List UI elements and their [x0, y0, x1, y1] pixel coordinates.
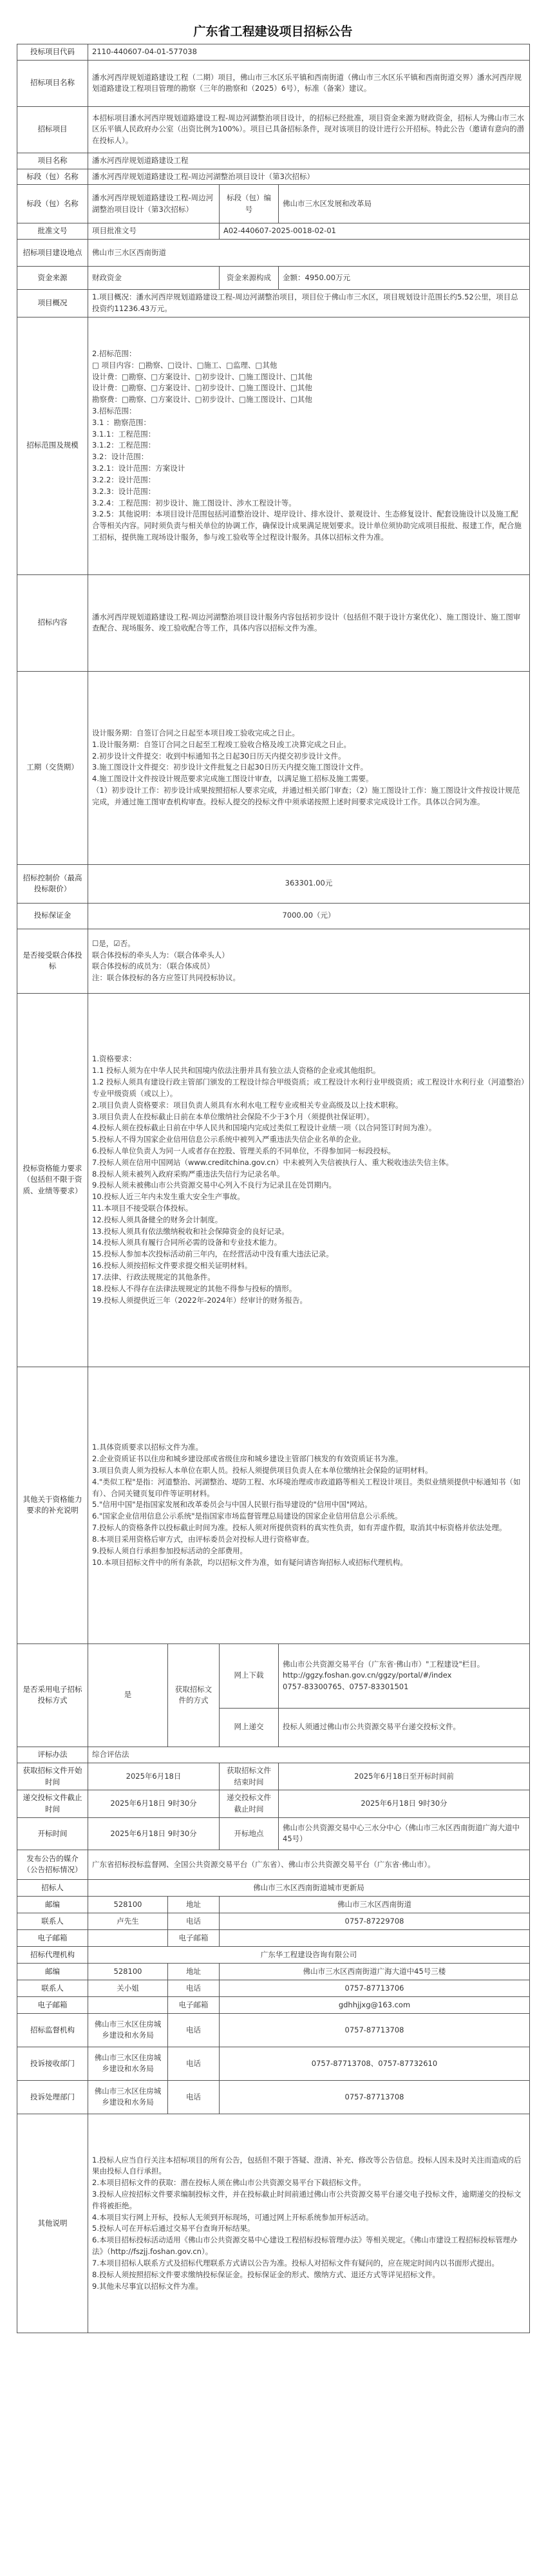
row-electronic-1	[17, 1643, 530, 1708]
label-complaint-dept: 投诉处理部门	[17, 2080, 88, 2114]
scope-line: 设计费：□勘察、□方案设计、□初步设计、□施工图设计、□其他	[92, 372, 312, 381]
label-other-req: 其他关于资格能力要求的补充说明	[17, 1367, 88, 1643]
note-line: 6.本项目招标投标活动适用《佛山市公共资源交易中心建设工程招标投标管理办法》等相关规定。《佛山市建设工程招标投标管理办法》（http://fszjj.foshan.gov.cn）。	[92, 2235, 518, 2257]
value-agency-addr: 佛山市三水区西南街道广海大道中45号三楼	[220, 1963, 530, 1980]
period-line: 4.施工图设计文件按设计规范要求完成施工图设计审查，以满足施工招标及施工需要。	[92, 774, 373, 784]
row-bond	[17, 903, 530, 929]
row-section-code	[17, 185, 530, 223]
scope-line: 3.1.1：工程范围：	[92, 429, 156, 439]
qual-line: 19.投标人须提供近三年（2022年-2024年）经审计的财务报告。	[92, 1295, 307, 1305]
row-scope	[17, 317, 530, 574]
label-open-place: 开标地点	[220, 1817, 279, 1850]
value-other-req	[88, 1367, 530, 1643]
doc-method-text: 佛山市公共资源交易平台（广东省·佛山市）"工程建设"栏目。	[283, 1659, 485, 1669]
other-req-line: 3.项目负责人须为投标人本单位在职人员。投标人须提供项目负责人在本单位缴纳社会保险的证明材料。	[92, 1466, 433, 1475]
period-line: 3.施工图设计文件提交：初步设计文件批复之日起30日历天内提交施工图设计文件。	[92, 762, 368, 772]
other-req-line: 1.具体资质要求以招标文件为准。	[92, 1443, 203, 1452]
qual-line: 1.1 投标人须为在中华人民共和国境内依法注册并具有独立法人资格的企业或其他组织。	[92, 1066, 381, 1075]
row-overview	[17, 290, 530, 317]
qual-line: 18.投标人不得存在法律法规规定的其他不得参与投标的情形。	[92, 1283, 297, 1293]
value-agency-email-blank	[88, 1996, 168, 2013]
label-tenderer-zip: 邮编	[17, 1896, 88, 1913]
consortium-choice: ☐是，☑否。	[92, 938, 135, 948]
label-scope: 招标范围及规模	[17, 317, 88, 574]
row-other-notes	[17, 2114, 530, 2333]
label-agency: 招标代理机构	[17, 1946, 88, 1963]
row-open	[17, 1817, 530, 1850]
row-agency-contact	[17, 1980, 530, 1996]
consortium-line: 注：联合体投标的各方应签订共同投标协议。	[92, 973, 240, 983]
label-supervisor-phone: 电话	[168, 2013, 220, 2047]
other-req-line: 9.投标人须自行承担参加投标活动的全部费用。	[92, 1546, 247, 1555]
scope-line: 3.2.3：设计范围：	[92, 486, 156, 496]
value-price: 363301.00元	[88, 864, 530, 903]
row-content	[17, 574, 530, 671]
label-section-code: 标段（包）名称	[17, 185, 88, 223]
qual-line: 15.投标人参加本次投标活动前三年内，在经营活动中没有重大违法记录。	[92, 1249, 334, 1259]
value-code: 2110-440607-04-01-577038	[88, 44, 530, 61]
scope-line: 3.2.5：其他说明：本项目设计范围包括河道整治设计、堤岸设计、排水设计、景观设计、生态修复设计、配套设施设计以及施工配合等相关内容。同时须负责与相关单位的协调工作，确保设计成果满足规划要求。设计单位须协助完成项目报批、报建工作，配合施工招标，提供施工现场设计服务，参与竣工验收等全过程设计服务。具体以招标文件为准。	[92, 509, 522, 542]
row-complaint	[17, 2047, 530, 2080]
value-question-end: 2025年6月18日 9时30分	[88, 1790, 220, 1818]
scope-line: 勘察费：□勘察、□方案设计、□初步设计、□施工图设计、□其他	[92, 395, 312, 404]
qual-line: 13.投标人须具有依法缴纳税收和社会保障资金的良好记录。	[92, 1226, 289, 1236]
value-bond: 7000.00（元）	[88, 903, 530, 929]
label-fund-amount: 资金来源构成	[220, 267, 279, 290]
other-req-line: 6."国家企业信用信息公示系统"是指国家市场监督管理总局建设的国家企业信用信息公示系统。	[92, 1511, 402, 1521]
row-period	[17, 671, 530, 864]
qual-line: 8.投标人须未被列入政府采购严重违法失信行为记录名单。	[92, 1169, 285, 1179]
other-req-line: 8.本项目采用资格后审方式，由评标委员会对投标人进行资格审查。	[92, 1534, 314, 1544]
label-complaint-phone: 电话	[168, 2047, 220, 2080]
qual-line: 4.投标人须在投标截止日前在中华人民共和国境内完成过类似工程设计业绩一项（以合同签订时间为准）。	[92, 1123, 437, 1133]
label-complaint-dept-phone: 电话	[168, 2080, 220, 2114]
row-agency-email	[17, 1996, 530, 2013]
label-tenderer-email-l: 电子邮箱	[17, 1929, 88, 1946]
note-line: 1.投标人应当自行关注本招标项目的所有公告，包括但不限于答疑、澄清、补充、修改等公告信息。投标人因未及时关注而造成的后果由投标人自行承担。	[92, 2155, 522, 2176]
row-projects	[17, 106, 530, 153]
label-complaint: 投诉接收部门	[17, 2047, 88, 2080]
label-period: 工期（交货期）	[17, 671, 88, 864]
value-agency-email: gdhhjjxg@163.com	[220, 1996, 530, 2013]
row-project-name	[17, 153, 530, 169]
value-approval-doc: A02-440607-2025-0018-02-01	[220, 223, 530, 240]
row-media	[17, 1850, 530, 1879]
row-tenderer-contact	[17, 1913, 530, 1929]
qual-line: 9.投标人须未被佛山市公共资源交易中心列入不良行为记录且在处罚期内。	[92, 1180, 336, 1190]
row-tenderer	[17, 1879, 530, 1896]
value-complaint-phone: 0757-87713708、0757-87732610	[220, 2047, 530, 2080]
qual-line: 1.2 投标人须具有建设行政主管部门颁发的工程设计综合甲级资质；或工程设计水利行业甲级资质；或工程设计水利行业（河道整治）专业甲级资质（或以上）。	[92, 1077, 525, 1098]
value-agency-zip: 528100	[88, 1963, 168, 1980]
value-complaint: 佛山市三水区住房城乡建设和水务局	[88, 2047, 168, 2080]
note-line: 2.本项目招标文件的获取：潜在投标人须在佛山市公共资源交易平台下载招标文件。	[92, 2178, 366, 2188]
label-agency-email-l: 电子邮箱	[17, 1996, 88, 2013]
period-line: （1）初步设计工作：初步设计成果按照招标人要求完成，并通过相关部门审查；（2）施工图设计工作：施工图设计文件按设计规范完成，并通过施工图审查机构审查。投标人提交的投标文件中须承诺按照上述时间要求完成设计工作。具体以合同为准。	[92, 786, 520, 806]
qual-line: 12.投标人须具备健全的财务会计制度。	[92, 1215, 223, 1224]
label-agency-email: 电子邮箱	[168, 1996, 220, 2013]
value-bid-deadline: 2025年6月18日 9时30分	[279, 1790, 530, 1818]
value-tenderer-email-blank	[88, 1929, 168, 1946]
label-section-main: 标段（包）名称	[17, 169, 88, 185]
value-tenderer: 佛山市三水区西南街道城市更新局	[88, 1879, 530, 1896]
value-bid-method-detail: 投标人须通过佛山市公共资源交易平台递交投标文件。	[279, 1708, 530, 1747]
value-complaint-dept: 佛山市三水区住房城乡建设和水务局	[88, 2080, 168, 2114]
scope-line: 3.1.2：工程范围：	[92, 440, 156, 450]
scope-line: □ 项目内容：□勘察、□设计、□施工、□监理、□其他	[92, 360, 278, 370]
row-code	[17, 44, 530, 61]
value-tenderer-phone: 0757-87229708	[220, 1913, 530, 1929]
value-approval-lbl: 项目批准文号	[88, 223, 220, 240]
label-section-code-2: 标段（包）编号	[220, 185, 279, 223]
doc-method-url[interactable]: http://ggzy.foshan.gov.cn/ggzy/portal/#/index	[283, 1671, 452, 1680]
value-supervisor-phone: 0757-87713708	[220, 2013, 530, 2047]
value-bid-method: 网上递交	[220, 1708, 279, 1747]
value-agency-phone: 0757-87713706	[220, 1980, 530, 1996]
value-complaint-dept-phone: 0757-87713708	[220, 2080, 530, 2114]
scope-line: 3.2.4：工程范围：初步设计、施工图设计、涉水工程设计等。	[92, 498, 296, 507]
row-price	[17, 864, 530, 903]
row-doc-time	[17, 1763, 530, 1790]
value-qualification	[88, 993, 530, 1367]
qual-line: 11.本项目不接受联合体投标。	[92, 1204, 193, 1213]
label-project-name: 项目名称	[17, 153, 88, 169]
note-line: 5.投标人可在开标后通过交易平台查询开标结果。	[92, 2224, 255, 2233]
label-approval: 批准文号	[17, 223, 88, 240]
note-line: 7.本项目招标人联系方式及招标代理联系方式请以公告为准。投标人对招标文件有疑问的，应在规定时间内以书面形式提出。	[92, 2258, 499, 2268]
label-tenderer-phone: 电话	[168, 1913, 220, 1929]
row-supervisor	[17, 2013, 530, 2047]
qual-line: 10.投标人近三年内未发生重大安全生产事故。	[92, 1192, 245, 1202]
qual-line: 2.项目负责人资格要求：项目负责人须具有水利水电工程专业或相关专业高级及以上技术职称。	[92, 1100, 403, 1110]
row-approval-doc	[17, 223, 530, 240]
period-line: 2.初步设计文件提交：收到中标通知书之日起30日历天内提交初步设计文件。	[92, 751, 346, 761]
scope-line: 设计费：□勘察、□方案设计、□初步设计、□施工图设计、□其他	[92, 383, 312, 393]
label-projects: 招标项目	[17, 106, 88, 153]
value-overview: 1.项目概况：潘水河西岸规划道路建设工程-周边河湖整治项目，项目位于佛山市三水区，项目规划设计范围长约5.52公里，项目总投资约11236.43万元。	[88, 290, 530, 317]
note-line: 3.投标人应按招标文件要求编制投标文件，并在投标截止时间前通过佛山市公共资源交易平台递交电子投标文件，逾期递交的投标文件将被拒绝。	[92, 2190, 522, 2210]
doc-method-phone: 0757-83300765、0757-83301501	[283, 1682, 409, 1692]
value-agency: 广东华工程建设咨询有限公司	[88, 1946, 530, 1963]
row-other-req	[17, 1367, 530, 1643]
label-content: 招标内容	[17, 574, 88, 671]
value-electronic: 是	[88, 1643, 168, 1747]
value-section-text: 潘水河西岸规划道路建设工程-周边河湖整治项目设计（第3次招标）	[88, 185, 220, 223]
value-doc-method: 网上下载	[220, 1643, 279, 1708]
label-tenderer-email: 电子邮箱	[168, 1929, 220, 1946]
row-tenderer-email	[17, 1929, 530, 1946]
value-other-notes	[88, 2114, 530, 2333]
row-eval	[17, 1747, 530, 1763]
consortium-line: 联合体投标的牵头人为：（联合体牵头人）	[92, 950, 229, 960]
scope-line: 3.1 ：勘察范围：	[92, 417, 151, 427]
page-title: 广东省工程建设项目招标公告	[193, 24, 353, 39]
note-line: 9.其他未尽事宜以招标文件为准。	[92, 2281, 203, 2291]
value-tenderer-contact: 卢先生	[88, 1913, 168, 1929]
consortium-line: 联合体投标的成员为：（联合体成员）	[92, 961, 214, 971]
value-tenderer-addr: 佛山市三水区西南街道	[220, 1896, 530, 1913]
label-bond: 投标保证金	[17, 903, 88, 929]
notice-table	[17, 44, 530, 2333]
row-tenderer-addr	[17, 1896, 530, 1913]
value-tenderer-email	[220, 1929, 530, 1946]
row-funding	[17, 267, 530, 290]
label-supervisor: 招标监督机构	[17, 2013, 88, 2047]
qual-line: 14.投标人须具有履行合同所必需的设备和专业技术能力。	[92, 1238, 282, 1247]
value-location: 佛山市三水区西南街道	[88, 240, 530, 267]
value-supervisor: 佛山市三水区住房城乡建设和水务局	[88, 2013, 168, 2047]
scope-line: 3.招标范围：	[92, 406, 136, 416]
label-media: 发布公告的媒介（公告招标情况）	[17, 1850, 88, 1879]
label-other: 其他说明	[17, 2114, 88, 2333]
row-agency	[17, 1946, 530, 1963]
value-name: 潘水河西岸规划道路建设工程（二期）项目，佛山市三水区乐平镇和西南街道（佛山市三水区乐平镇和西南街道交界）潘水河西岸规划道路建设工程项目管理的勘察（三年的勘察和（2025）6号），标准（备案）建议。	[88, 60, 530, 106]
period-line: 1.设计服务期：自签订合同之日起至工程竣工验收合格及竣工决算完成之日止。	[92, 739, 351, 749]
other-req-line: 5."信用中国"是指国家发展和改革委员会与中国人民银行指导建设的"信用中国"网站。	[92, 1500, 372, 1510]
value-agency-contact: 关小姐	[88, 1980, 168, 1996]
qual-line: 7.投标人须在信用中国网站（www.creditchina.gov.cn）中未被列入失信被执行人、重大税收违法失信主体。	[92, 1157, 453, 1167]
value-projects: 本招标项目潘水河西岸规划道路建设工程-周边河湖整治项目设计，的招标已经批准，项目资金来源为财政资金，招标人为佛山市三水区乐平镇人民政府办公室（出资比例为100%）。项目已具备招标条件，现对该项目的设计进行公开招标。特此公告（邀请有意向的潜在投标人）。	[88, 106, 530, 153]
qual-line: 5.投标人不得为国家企业信用信息公示系统中被列入严重违法失信企业名单的企业。	[92, 1135, 366, 1144]
label-overview: 项目概况	[17, 290, 88, 317]
value-eval: 综合评估法	[88, 1747, 530, 1763]
value-doc-start: 2025年6月18日	[88, 1763, 220, 1790]
value-doc-end: 2025年6月18日至开标时间前	[279, 1763, 530, 1790]
label-question-end: 递交投标文件截止时间	[17, 1790, 88, 1818]
value-fund-type: 财政资金	[88, 267, 220, 290]
value-open-time: 2025年6月18日 9时30分	[88, 1817, 220, 1850]
scope-line: 2.招标范围：	[92, 348, 136, 358]
qual-line: 17.法律、行政法规规定的其他条件。	[92, 1272, 215, 1282]
value-project-name: 潘水河西岸规划道路建设工程	[88, 153, 530, 169]
label-consortium: 是否接受联合体投标	[17, 929, 88, 993]
period-line: 设计服务期：自签订合同之日起至本项目竣工验收完成之日止。	[92, 728, 299, 738]
label-agency-zip: 邮编	[17, 1963, 88, 1980]
label-name: 招标项目名称	[17, 60, 88, 106]
label-tenderer-addr: 地址	[168, 1896, 220, 1913]
row-qualification	[17, 993, 530, 1367]
row-consortium	[17, 929, 530, 993]
row-question	[17, 1790, 530, 1818]
other-req-line: 4."类似工程"是指：河道整治、河湖整治、堤防工程、水环境治理或市政道路等相关工程设计项目。类似业绩须提供中标通知书（如有）、合同关键页复印件等证明材料。	[92, 1477, 521, 1498]
scope-line: 3.2：设计范围：	[92, 452, 149, 462]
label-tenderer: 招标人	[17, 1879, 88, 1896]
value-doc-method-detail	[279, 1643, 530, 1708]
value-consortium	[88, 929, 530, 993]
label-agency-addr: 地址	[168, 1963, 220, 1980]
value-media: 广东省招标投标监督网、全国公共资源交易平台（广东省）、佛山市公共资源交易平台（广东省·佛山市）。	[88, 1850, 530, 1879]
label-eval: 评标办法	[17, 1747, 88, 1763]
label-agency-phone: 电话	[168, 1980, 220, 1996]
label-doc-method: 获取招标文件的方式	[168, 1643, 220, 1747]
qual-line: 16.投标人须按招标文件要求提交相关证明材料。	[92, 1261, 252, 1271]
value-scope	[88, 317, 530, 574]
label-location: 招标项目建设地点	[17, 240, 88, 267]
value-content: 潘水河西岸规划道路建设工程-周边河湖整治项目设计服务内容包括初步设计（包括但不限于设计方案优化）、施工图设计、施工图审查配合、现场服务、竣工验收配合等工作，具体内容以招标文件为准。	[88, 574, 530, 671]
scope-line: 3.2.1：设计范围：方案设计	[92, 464, 185, 473]
value-period	[88, 671, 530, 864]
value-fund-amount: 金额：4950.00万元	[279, 267, 530, 290]
other-req-line: 2.企业资质证书以住房和城乡建设部或省级住房和城乡建设主管部门核发的有效资质证书为准。	[92, 1454, 403, 1464]
qual-line: 6.投标人单位负责人为同一人或者存在控股、管理关系的不同单位，不得参加同一标段投标。	[92, 1146, 395, 1155]
row-name	[17, 60, 530, 106]
note-line: 8.投标人须按照招标文件要求缴纳投标保证金。投标保证金的形式、缴纳方式、退还方式等详见招标文件。	[92, 2269, 440, 2279]
scope-line: 3.2.2：设计范围：	[92, 475, 156, 484]
value-open-place: 佛山市公共资源交易中心三水分中心（佛山市三水区西南街道广海大道中45号）	[279, 1817, 530, 1850]
other-req-line: 10.本项目招标文件中的所有条款，均以招标文件为准，如有疑问请咨询招标人或招标代理机构。	[92, 1557, 408, 1567]
label-doc-start: 获取招标文件开始时间	[17, 1763, 88, 1790]
label-bid-deadline: 递交投标文件截止时间	[220, 1790, 279, 1818]
label-qualification: 投标资格能力要求（包括但不限于资质、业绩等要求）	[17, 993, 88, 1367]
value-tenderer-zip: 528100	[88, 1896, 168, 1913]
value-approval: 佛山市三水区发展和改革局	[279, 185, 530, 223]
label-agency-contact: 联系人	[17, 1980, 88, 1996]
other-req-line: 7.投标人的资格条件以投标截止时间为准。投标人须对所提供资料的真实性负责，如有弄虚作假，取消其中标资格并依法处理。	[92, 1523, 507, 1533]
label-doc-end: 获取招标文件结束时间	[220, 1763, 279, 1790]
row-complaint-dept	[17, 2080, 530, 2114]
label-fund-type: 资金来源	[17, 267, 88, 290]
row-location	[17, 240, 530, 267]
row-section	[17, 169, 530, 185]
label-price: 招标控制价（最高投标限价）	[17, 864, 88, 903]
label-open-time: 开标时间	[17, 1817, 88, 1850]
row-agency-addr	[17, 1963, 530, 1980]
label-electronic: 是否采用电子招标投标方式	[17, 1643, 88, 1747]
qual-line: 3.项目负责人在投标截止日前在本单位缴纳社会保险不少于3个月（须提供社保证明）。	[92, 1112, 375, 1121]
value-section-main: 潘水河西岸规划道路建设工程-周边河湖整治项目设计（第3次招标）	[88, 169, 530, 185]
note-line: 4.本项目实行网上开标，投标人无须到开标现场，可通过网上开标系统参加开标活动。	[92, 2212, 373, 2222]
label-tenderer-contact: 联系人	[17, 1913, 88, 1929]
qual-line: 1.资格要求：	[92, 1054, 136, 1064]
label-code: 投标项目代码	[17, 44, 88, 61]
